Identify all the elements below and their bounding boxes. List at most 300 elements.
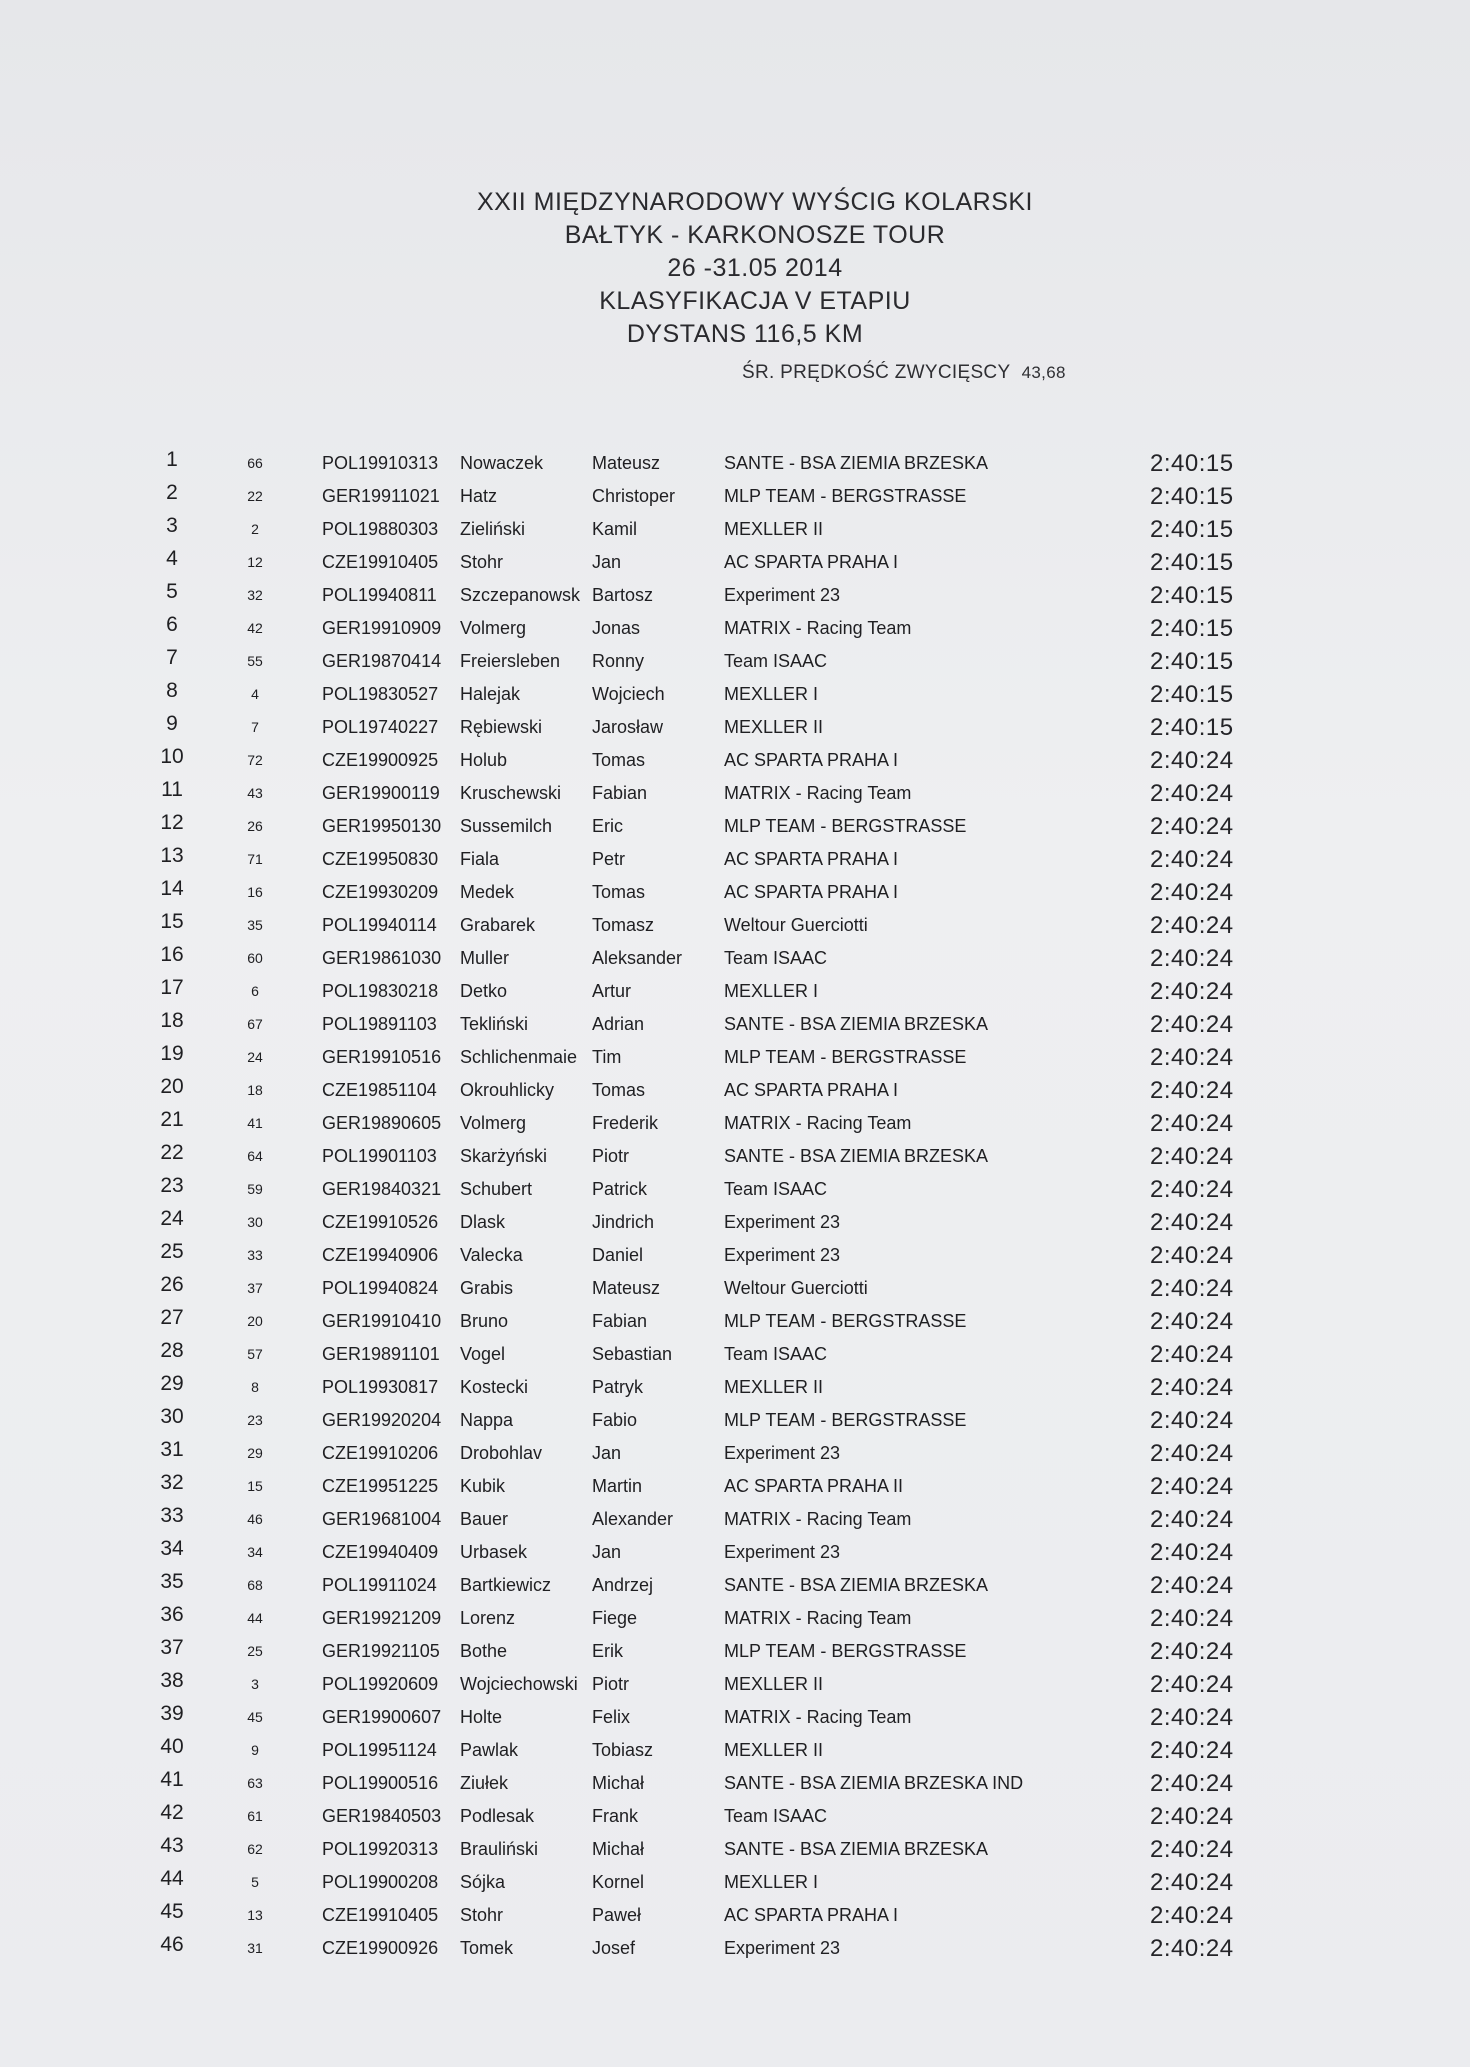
time-cell: 2:40:24 — [1150, 912, 1234, 939]
last-name-cell: Bartkiewicz — [460, 1575, 552, 1595]
rider-code-cell: POL19830218 — [322, 981, 439, 1001]
time-cell: 2:40:24 — [1150, 813, 1234, 840]
team-cell: MEXLLER II — [724, 1674, 824, 1694]
time-cell: 2:40:24 — [1150, 1902, 1234, 1929]
rider-code-cell: GER19891101 — [322, 1344, 440, 1364]
position-cell: 24 — [160, 1207, 184, 1230]
bib-number-cell: 57 — [247, 1346, 263, 1362]
bib-number-cell: 12 — [247, 554, 263, 570]
first-name-cell: Jindrich — [592, 1212, 655, 1232]
position-cell: 33 — [160, 1504, 184, 1527]
result-row — [0, 580, 1470, 613]
first-name-cell: Aleksander — [592, 948, 683, 968]
rider-code-cell: CZE19910405 — [322, 552, 439, 572]
last-name-cell: Bruno — [460, 1311, 509, 1331]
last-name-cell: Pawlak — [460, 1740, 519, 1760]
bib-number-cell: 32 — [247, 587, 263, 603]
result-row — [0, 877, 1470, 910]
position-cell: 43 — [160, 1834, 184, 1857]
time-cell: 2:40:24 — [1150, 945, 1234, 972]
position-cell: 32 — [160, 1471, 184, 1494]
first-name-cell: Wojciech — [592, 684, 665, 704]
last-name-cell: Grabis — [460, 1278, 514, 1298]
first-name-cell: Jan — [592, 552, 622, 572]
first-name-cell: Jan — [592, 1542, 622, 1562]
team-cell: AC SPARTA PRAHA I — [724, 882, 899, 902]
first-name-cell: Daniel — [592, 1245, 644, 1265]
result-row — [0, 547, 1470, 580]
position-cell: 34 — [160, 1537, 184, 1560]
position-cell: 26 — [160, 1273, 184, 1296]
first-name-cell: Patrick — [592, 1179, 648, 1199]
time-cell: 2:40:24 — [1150, 1572, 1234, 1599]
rider-code-cell: CZE19851104 — [322, 1080, 437, 1100]
team-cell: Team ISAAC — [724, 1344, 828, 1364]
bib-number-cell: 13 — [247, 1907, 263, 1923]
last-name-cell: Kruschewski — [460, 783, 562, 803]
last-name-cell: Dlask — [460, 1212, 506, 1232]
last-name-cell: Ziułek — [460, 1773, 509, 1793]
position-cell: 18 — [160, 1009, 184, 1032]
result-row — [0, 1009, 1470, 1042]
last-name-cell: Medek — [460, 882, 515, 902]
team-cell: AC SPARTA PRAHA I — [724, 1905, 899, 1925]
first-name-cell: Jan — [592, 1443, 622, 1463]
position-cell: 45 — [160, 1900, 184, 1923]
team-cell: AC SPARTA PRAHA I — [724, 750, 899, 770]
result-row — [0, 1042, 1470, 1075]
time-cell: 2:40:15 — [1150, 681, 1234, 708]
result-row — [0, 1075, 1470, 1108]
time-cell: 2:40:24 — [1150, 1506, 1234, 1533]
rider-code-cell: POL19911024 — [322, 1575, 437, 1595]
position-cell: 46 — [160, 1933, 184, 1956]
time-cell: 2:40:15 — [1150, 483, 1234, 510]
result-row — [0, 1306, 1470, 1339]
rider-code-cell: CZE19940906 — [322, 1245, 439, 1265]
time-cell: 2:40:24 — [1150, 1770, 1234, 1797]
result-row — [0, 1735, 1470, 1768]
bib-number-cell: 44 — [247, 1610, 263, 1626]
position-cell: 36 — [160, 1603, 184, 1626]
last-name-cell: Sójka — [460, 1872, 506, 1892]
team-cell: Experiment 23 — [724, 1245, 841, 1265]
last-name-cell: Szczepanowsk — [460, 585, 581, 605]
position-cell: 40 — [160, 1735, 184, 1758]
position-cell: 20 — [160, 1075, 184, 1098]
bib-number-cell: 63 — [247, 1775, 263, 1791]
time-cell: 2:40:24 — [1150, 1869, 1234, 1896]
last-name-cell: Stohr — [460, 552, 504, 572]
bib-number-cell: 31 — [247, 1940, 263, 1956]
time-cell: 2:40:15 — [1150, 549, 1234, 576]
position-cell: 42 — [160, 1801, 184, 1824]
last-name-cell: Detko — [460, 981, 508, 1001]
last-name-cell: Tomek — [460, 1938, 514, 1958]
first-name-cell: Tobiasz — [592, 1740, 654, 1760]
rider-code-cell: GER19911021 — [322, 486, 440, 506]
first-name-cell: Martin — [592, 1476, 643, 1496]
team-cell: MEXLLER II — [724, 717, 824, 737]
rider-code-cell: CZE19930209 — [322, 882, 439, 902]
time-cell: 2:40:24 — [1150, 780, 1234, 807]
bib-number-cell: 46 — [247, 1511, 263, 1527]
rider-code-cell: CZE19900925 — [322, 750, 439, 770]
result-row — [0, 1867, 1470, 1900]
first-name-cell: Alexander — [592, 1509, 674, 1529]
result-row — [0, 1438, 1470, 1471]
tour-name: BAŁTYK - KARKONOSZE TOUR — [564, 221, 946, 249]
position-cell: 16 — [160, 943, 184, 966]
rider-code-cell: POL19891103 — [322, 1014, 437, 1034]
result-row — [0, 1537, 1470, 1570]
last-name-cell: Nowaczek — [460, 453, 544, 473]
position-cell: 41 — [160, 1768, 184, 1791]
time-cell: 2:40:24 — [1150, 1638, 1234, 1665]
last-name-cell: Valecka — [460, 1245, 523, 1265]
team-cell: Team ISAAC — [724, 948, 828, 968]
time-cell: 2:40:24 — [1150, 1473, 1234, 1500]
result-row — [0, 1768, 1470, 1801]
first-name-cell: Paweł — [592, 1905, 642, 1925]
rider-code-cell: POL19951124 — [322, 1740, 437, 1760]
position-cell: 19 — [160, 1042, 184, 1065]
first-name-cell: Eric — [592, 816, 623, 836]
time-cell: 2:40:24 — [1150, 1176, 1234, 1203]
first-name-cell: Frank — [592, 1806, 639, 1826]
last-name-cell: Freiersleben — [460, 651, 561, 671]
rider-code-cell: CZE19910405 — [322, 1905, 439, 1925]
first-name-cell: Josef — [592, 1938, 636, 1958]
last-name-cell: Skarżyński — [460, 1146, 548, 1166]
last-name-cell: Schubert — [460, 1179, 533, 1199]
bib-number-cell: 24 — [247, 1049, 263, 1065]
time-cell: 2:40:24 — [1150, 1077, 1234, 1104]
rider-code-cell: GER19900607 — [322, 1707, 442, 1727]
position-cell: 17 — [160, 976, 184, 999]
result-row — [0, 811, 1470, 844]
time-cell: 2:40:24 — [1150, 846, 1234, 873]
team-cell: SANTE - BSA ZIEMIA BRZESKA — [724, 1575, 989, 1595]
last-name-cell: Brauliński — [460, 1839, 539, 1859]
result-row — [0, 514, 1470, 547]
result-row — [0, 1174, 1470, 1207]
team-cell: Team ISAAC — [724, 1806, 828, 1826]
last-name-cell: Vogel — [460, 1344, 506, 1364]
race-dates: 26 -31.05 2014 — [667, 254, 843, 282]
rider-code-cell: POL19830527 — [322, 684, 439, 704]
team-cell: MATRIX - Racing Team — [724, 1509, 912, 1529]
last-name-cell: Volmerg — [460, 1113, 527, 1133]
last-name-cell: Volmerg — [460, 618, 527, 638]
position-cell: 4 — [166, 547, 178, 570]
bib-number-cell: 2 — [251, 521, 259, 537]
result-row — [0, 1372, 1470, 1405]
rider-code-cell: POL19740227 — [322, 717, 439, 737]
first-name-cell: Andrzej — [592, 1575, 654, 1595]
first-name-cell: Sebastian — [592, 1344, 673, 1364]
position-cell: 5 — [166, 580, 178, 603]
first-name-cell: Kornel — [592, 1872, 645, 1892]
bib-number-cell: 33 — [247, 1247, 263, 1263]
time-cell: 2:40:24 — [1150, 1374, 1234, 1401]
bib-number-cell: 72 — [247, 752, 263, 768]
position-cell: 8 — [166, 679, 178, 702]
time-cell: 2:40:24 — [1150, 1341, 1234, 1368]
team-cell: MATRIX - Racing Team — [724, 1707, 912, 1727]
position-cell: 29 — [160, 1372, 184, 1395]
team-cell: Team ISAAC — [724, 651, 828, 671]
time-cell: 2:40:24 — [1150, 1242, 1234, 1269]
position-cell: 30 — [160, 1405, 184, 1428]
rider-code-cell: GER19921209 — [322, 1608, 442, 1628]
first-name-cell: Felix — [592, 1707, 631, 1727]
result-row — [0, 976, 1470, 1009]
team-cell: MEXLLER II — [724, 519, 824, 539]
position-cell: 25 — [160, 1240, 184, 1263]
team-cell: SANTE - BSA ZIEMIA BRZESKA — [724, 1014, 989, 1034]
result-row — [0, 1141, 1470, 1174]
last-name-cell: Hatz — [460, 486, 498, 506]
position-cell: 15 — [160, 910, 184, 933]
team-cell: MATRIX - Racing Team — [724, 618, 912, 638]
first-name-cell: Fabian — [592, 783, 648, 803]
time-cell: 2:40:24 — [1150, 1407, 1234, 1434]
position-cell: 27 — [160, 1306, 184, 1329]
team-cell: AC SPARTA PRAHA I — [724, 1080, 899, 1100]
results-table — [0, 448, 1470, 1966]
time-cell: 2:40:24 — [1150, 1143, 1234, 1170]
position-cell: 44 — [160, 1867, 184, 1890]
bib-number-cell: 45 — [247, 1709, 263, 1725]
bib-number-cell: 23 — [247, 1412, 263, 1428]
time-cell: 2:40:15 — [1150, 648, 1234, 675]
last-name-cell: Holub — [460, 750, 508, 770]
bib-number-cell: 29 — [247, 1445, 263, 1461]
bib-number-cell: 34 — [247, 1544, 263, 1560]
rider-code-cell: CZE19950830 — [322, 849, 439, 869]
team-cell: Experiment 23 — [724, 1212, 841, 1232]
rider-code-cell: GER19910516 — [322, 1047, 442, 1067]
last-name-cell: Holte — [460, 1707, 503, 1727]
result-row — [0, 1405, 1470, 1438]
position-cell: 12 — [160, 811, 184, 834]
rider-code-cell: POL19940824 — [322, 1278, 439, 1298]
first-name-cell: Artur — [592, 981, 632, 1001]
bib-number-cell: 71 — [247, 851, 263, 867]
time-cell: 2:40:15 — [1150, 450, 1234, 477]
distance: DYSTANS 116,5 KM — [626, 320, 864, 348]
bib-number-cell: 9 — [251, 1742, 259, 1758]
rider-code-cell: POL19930817 — [322, 1377, 439, 1397]
first-name-cell: Tomas — [592, 1080, 646, 1100]
bib-number-cell: 3 — [251, 1676, 259, 1692]
first-name-cell: Petr — [592, 849, 626, 869]
team-cell: MEXLLER II — [724, 1740, 824, 1760]
team-cell: MEXLLER I — [724, 1872, 819, 1892]
last-name-cell: Zieliński — [460, 519, 526, 539]
position-cell: 38 — [160, 1669, 184, 1692]
rider-code-cell: POL19940114 — [322, 915, 437, 935]
team-cell: AC SPARTA PRAHA I — [724, 849, 899, 869]
first-name-cell: Patryk — [592, 1377, 644, 1397]
time-cell: 2:40:24 — [1150, 978, 1234, 1005]
team-cell: MATRIX - Racing Team — [724, 1608, 912, 1628]
bib-number-cell: 55 — [247, 653, 263, 669]
team-cell: SANTE - BSA ZIEMIA BRZESKA — [724, 1839, 989, 1859]
position-cell: 2 — [166, 481, 178, 504]
first-name-cell: Fabian — [592, 1311, 648, 1331]
time-cell: 2:40:24 — [1150, 1704, 1234, 1731]
last-name-cell: Drobohlav — [460, 1443, 543, 1463]
rider-code-cell: GER19840503 — [322, 1806, 442, 1826]
result-row — [0, 1207, 1470, 1240]
bib-number-cell: 4 — [251, 686, 259, 702]
position-cell: 7 — [166, 646, 178, 669]
result-row — [0, 679, 1470, 712]
time-cell: 2:40:15 — [1150, 714, 1234, 741]
position-cell: 13 — [160, 844, 184, 867]
bib-number-cell: 20 — [247, 1313, 263, 1329]
rider-code-cell: POL19880303 — [322, 519, 439, 539]
first-name-cell: Tomasz — [592, 915, 655, 935]
first-name-cell: Fabio — [592, 1410, 638, 1430]
time-cell: 2:40:24 — [1150, 1308, 1234, 1335]
rider-code-cell: GER19870414 — [322, 651, 442, 671]
first-name-cell: Jarosław — [592, 717, 664, 737]
first-name-cell: Fiege — [592, 1608, 638, 1628]
last-name-cell: Wojciechowski — [460, 1674, 578, 1694]
first-name-cell: Ronny — [592, 651, 645, 671]
first-name-cell: Jonas — [592, 618, 641, 638]
time-cell: 2:40:24 — [1150, 1671, 1234, 1698]
team-cell: Weltour Guerciotti — [724, 1278, 868, 1298]
first-name-cell: Tim — [592, 1047, 622, 1067]
team-cell: MLP TEAM - BERGSTRASSE — [724, 1641, 967, 1661]
result-row — [0, 1669, 1470, 1702]
bib-number-cell: 26 — [247, 818, 263, 834]
time-cell: 2:40:24 — [1150, 1737, 1234, 1764]
winner-speed — [742, 362, 1066, 384]
position-cell: 39 — [160, 1702, 184, 1725]
result-row — [0, 646, 1470, 679]
bib-number-cell: 15 — [247, 1478, 263, 1494]
rider-code-cell: POL19900208 — [322, 1872, 439, 1892]
time-cell: 2:40:24 — [1150, 1605, 1234, 1632]
team-cell: Experiment 23 — [724, 1542, 841, 1562]
position-cell: 11 — [161, 778, 183, 801]
bib-number-cell: 42 — [247, 620, 263, 636]
position-cell: 6 — [166, 613, 178, 636]
team-cell: MLP TEAM - BERGSTRASSE — [724, 1047, 967, 1067]
result-row — [0, 943, 1470, 976]
team-cell: MLP TEAM - BERGSTRASSE — [724, 1311, 967, 1331]
first-name-cell: Mateusz — [592, 1278, 661, 1298]
team-cell: MEXLLER II — [724, 1377, 824, 1397]
bib-number-cell: 62 — [247, 1841, 263, 1857]
result-row — [0, 1273, 1470, 1306]
bib-number-cell: 5 — [251, 1874, 259, 1890]
first-name-cell: Mateusz — [592, 453, 661, 473]
team-cell: Experiment 23 — [724, 1443, 841, 1463]
time-cell: 2:40:15 — [1150, 516, 1234, 543]
result-row — [0, 1933, 1470, 1966]
position-cell: 31 — [160, 1438, 184, 1461]
rider-code-cell: CZE19951225 — [322, 1476, 439, 1496]
rider-code-cell: CZE19910526 — [322, 1212, 439, 1232]
bib-number-cell: 18 — [247, 1082, 263, 1098]
time-cell: 2:40:24 — [1150, 1539, 1234, 1566]
position-cell: 37 — [160, 1636, 184, 1659]
result-row — [0, 1240, 1470, 1273]
last-name-cell: Bothe — [460, 1641, 508, 1661]
last-name-cell: Urbasek — [460, 1542, 528, 1562]
rider-code-cell: POL19900516 — [322, 1773, 439, 1793]
last-name-cell: Sussemilch — [460, 816, 553, 836]
winner-speed-label: ŚR. PRĘDKOŚĆ ZWYCIĘSCY — [742, 362, 1011, 383]
first-name-cell: Piotr — [592, 1146, 630, 1166]
first-name-cell: Tomas — [592, 882, 646, 902]
race-title: XXII MIĘDZYNARODOWY WYŚCIG KOLARSKI — [476, 188, 1033, 216]
first-name-cell: Kamil — [592, 519, 638, 539]
result-row — [0, 1108, 1470, 1141]
rider-code-cell: POL19920313 — [322, 1839, 439, 1859]
result-row — [0, 1339, 1470, 1372]
team-cell: AC SPARTA PRAHA II — [724, 1476, 904, 1496]
bib-number-cell: 64 — [247, 1148, 263, 1164]
rider-code-cell: GER19900119 — [322, 783, 440, 803]
last-name-cell: Halejak — [460, 684, 521, 704]
bib-number-cell: 6 — [251, 983, 259, 999]
position-cell: 10 — [160, 745, 184, 768]
classification-title: KLASYFIKACJA V ETAPIU — [599, 287, 911, 315]
first-name-cell: Christoper — [592, 486, 676, 506]
team-cell: MEXLLER I — [724, 981, 819, 1001]
bib-number-cell: 35 — [247, 917, 263, 933]
bib-number-cell: 67 — [247, 1016, 263, 1032]
team-cell: SANTE - BSA ZIEMIA BRZESKA — [724, 1146, 989, 1166]
position-cell: 28 — [160, 1339, 184, 1362]
time-cell: 2:40:24 — [1150, 1209, 1234, 1236]
result-row — [0, 712, 1470, 745]
team-cell: MEXLLER I — [724, 684, 819, 704]
result-row — [0, 745, 1470, 778]
bib-number-cell: 66 — [247, 455, 263, 471]
result-row — [0, 1603, 1470, 1636]
team-cell: Team ISAAC — [724, 1179, 828, 1199]
rider-code-cell: CZE19910206 — [322, 1443, 439, 1463]
result-row — [0, 1834, 1470, 1867]
position-cell: 14 — [160, 877, 184, 900]
last-name-cell: Okrouhlicky — [460, 1080, 555, 1100]
result-row — [0, 1570, 1470, 1603]
rider-code-cell: GER19840321 — [322, 1179, 442, 1199]
bib-number-cell: 30 — [247, 1214, 263, 1230]
result-row — [0, 448, 1470, 481]
rider-code-cell: GER19910909 — [322, 618, 442, 638]
result-row — [0, 1504, 1470, 1537]
bib-number-cell: 41 — [247, 1115, 263, 1131]
last-name-cell: Grabarek — [460, 915, 536, 935]
time-cell: 2:40:24 — [1150, 747, 1234, 774]
time-cell: 2:40:24 — [1150, 1011, 1234, 1038]
team-cell: MLP TEAM - BERGSTRASSE — [724, 816, 967, 836]
time-cell: 2:40:15 — [1150, 582, 1234, 609]
bib-number-cell: 8 — [251, 1379, 259, 1395]
rider-code-cell: GER19950130 — [322, 816, 442, 836]
team-cell: AC SPARTA PRAHA I — [724, 552, 899, 572]
bib-number-cell: 61 — [247, 1808, 263, 1824]
